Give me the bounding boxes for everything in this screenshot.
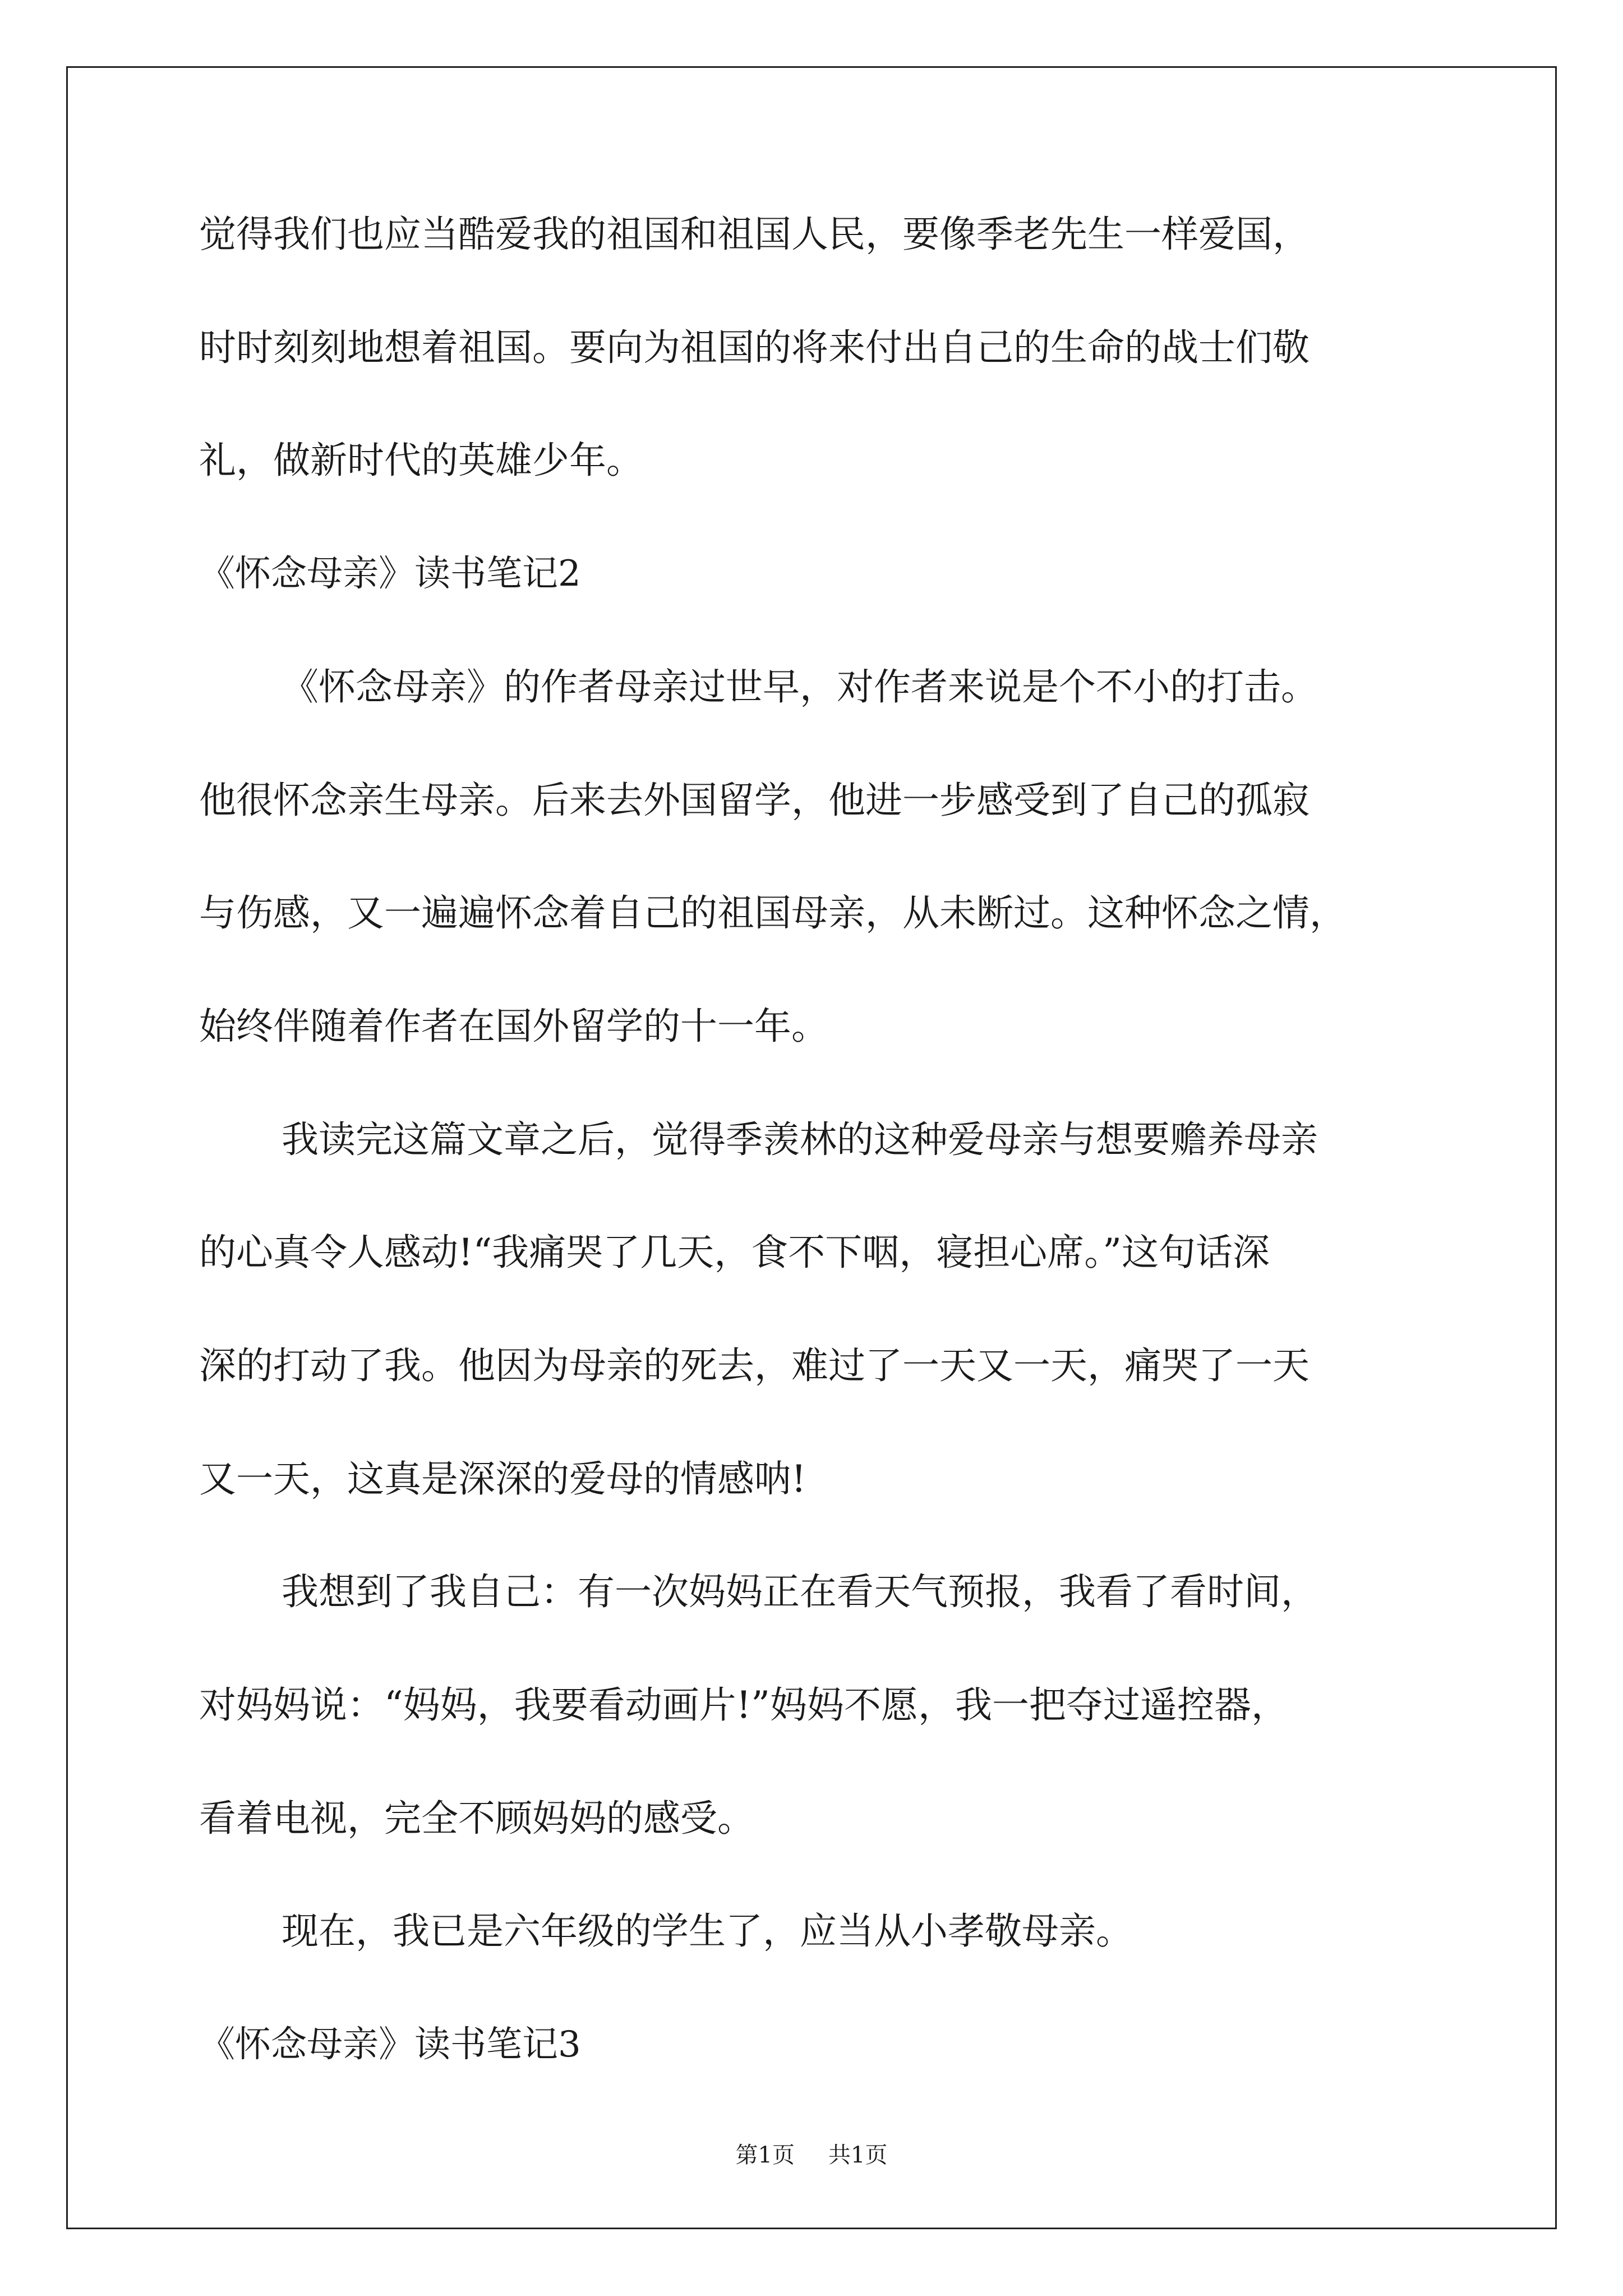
body-line: 觉得我们也应当酷爱我的祖国和祖国人民，要像季老先生一样爱国， bbox=[199, 213, 1310, 256]
body-line: 与伤感，又一遍遍怀念着自己的祖国母亲，从未断过。这种怀念之情， bbox=[199, 891, 1347, 935]
body-line: 《怀念母亲》的作者母亲过世早，对作者来说是个不小的打击。 bbox=[282, 665, 1318, 708]
section-heading-3: 《怀念母亲》读书笔记3 bbox=[199, 2024, 581, 2065]
section-heading-2: 《怀念母亲》读书笔记2 bbox=[199, 553, 581, 595]
page-number-current: 第1页 bbox=[735, 2142, 795, 2168]
body-line: 始终伴随着作者在国外留学的十一年。 bbox=[199, 1005, 828, 1048]
body-line: 看着电视，完全不顾妈妈的感受。 bbox=[199, 1797, 754, 1840]
body-line: 又一天，这真是深深的爱母的情感呐! bbox=[199, 1457, 806, 1501]
body-line: 时时刻刻地想着祖国。要向为祖国的将来付出自己的生命的战士们敬 bbox=[199, 326, 1310, 369]
body-line: 我读完这篇文章之后，觉得季羡林的这种爱母亲与想要赡养母亲 bbox=[282, 1118, 1318, 1161]
body-line: 他很怀念亲生母亲。后来去外国留学，他进一步感受到了自己的孤寂 bbox=[199, 779, 1310, 822]
body-line: 现在，我已是六年级的学生了，应当从小孝敬母亲。 bbox=[282, 1910, 1133, 1953]
body-line: 我想到了我自己：有一次妈妈正在看天气预报，我看了看时间， bbox=[282, 1570, 1318, 1613]
body-line: 对妈妈说：“妈妈，我要看动画片!”妈妈不愿，我一把夺过遥控器， bbox=[199, 1683, 1289, 1727]
body-line: 深的打动了我。他因为母亲的死去，难过了一天又一天，痛哭了一天 bbox=[199, 1344, 1310, 1387]
page-number-total: 共1页 bbox=[828, 2142, 888, 2168]
body-line: 的心真令人感动!“我痛哭了几天，食不下咽，寝担心席。”这句话深 bbox=[199, 1231, 1270, 1274]
body-line: 礼，做新时代的英雄少年。 bbox=[199, 439, 643, 482]
page-footer bbox=[0, 2142, 1623, 2169]
